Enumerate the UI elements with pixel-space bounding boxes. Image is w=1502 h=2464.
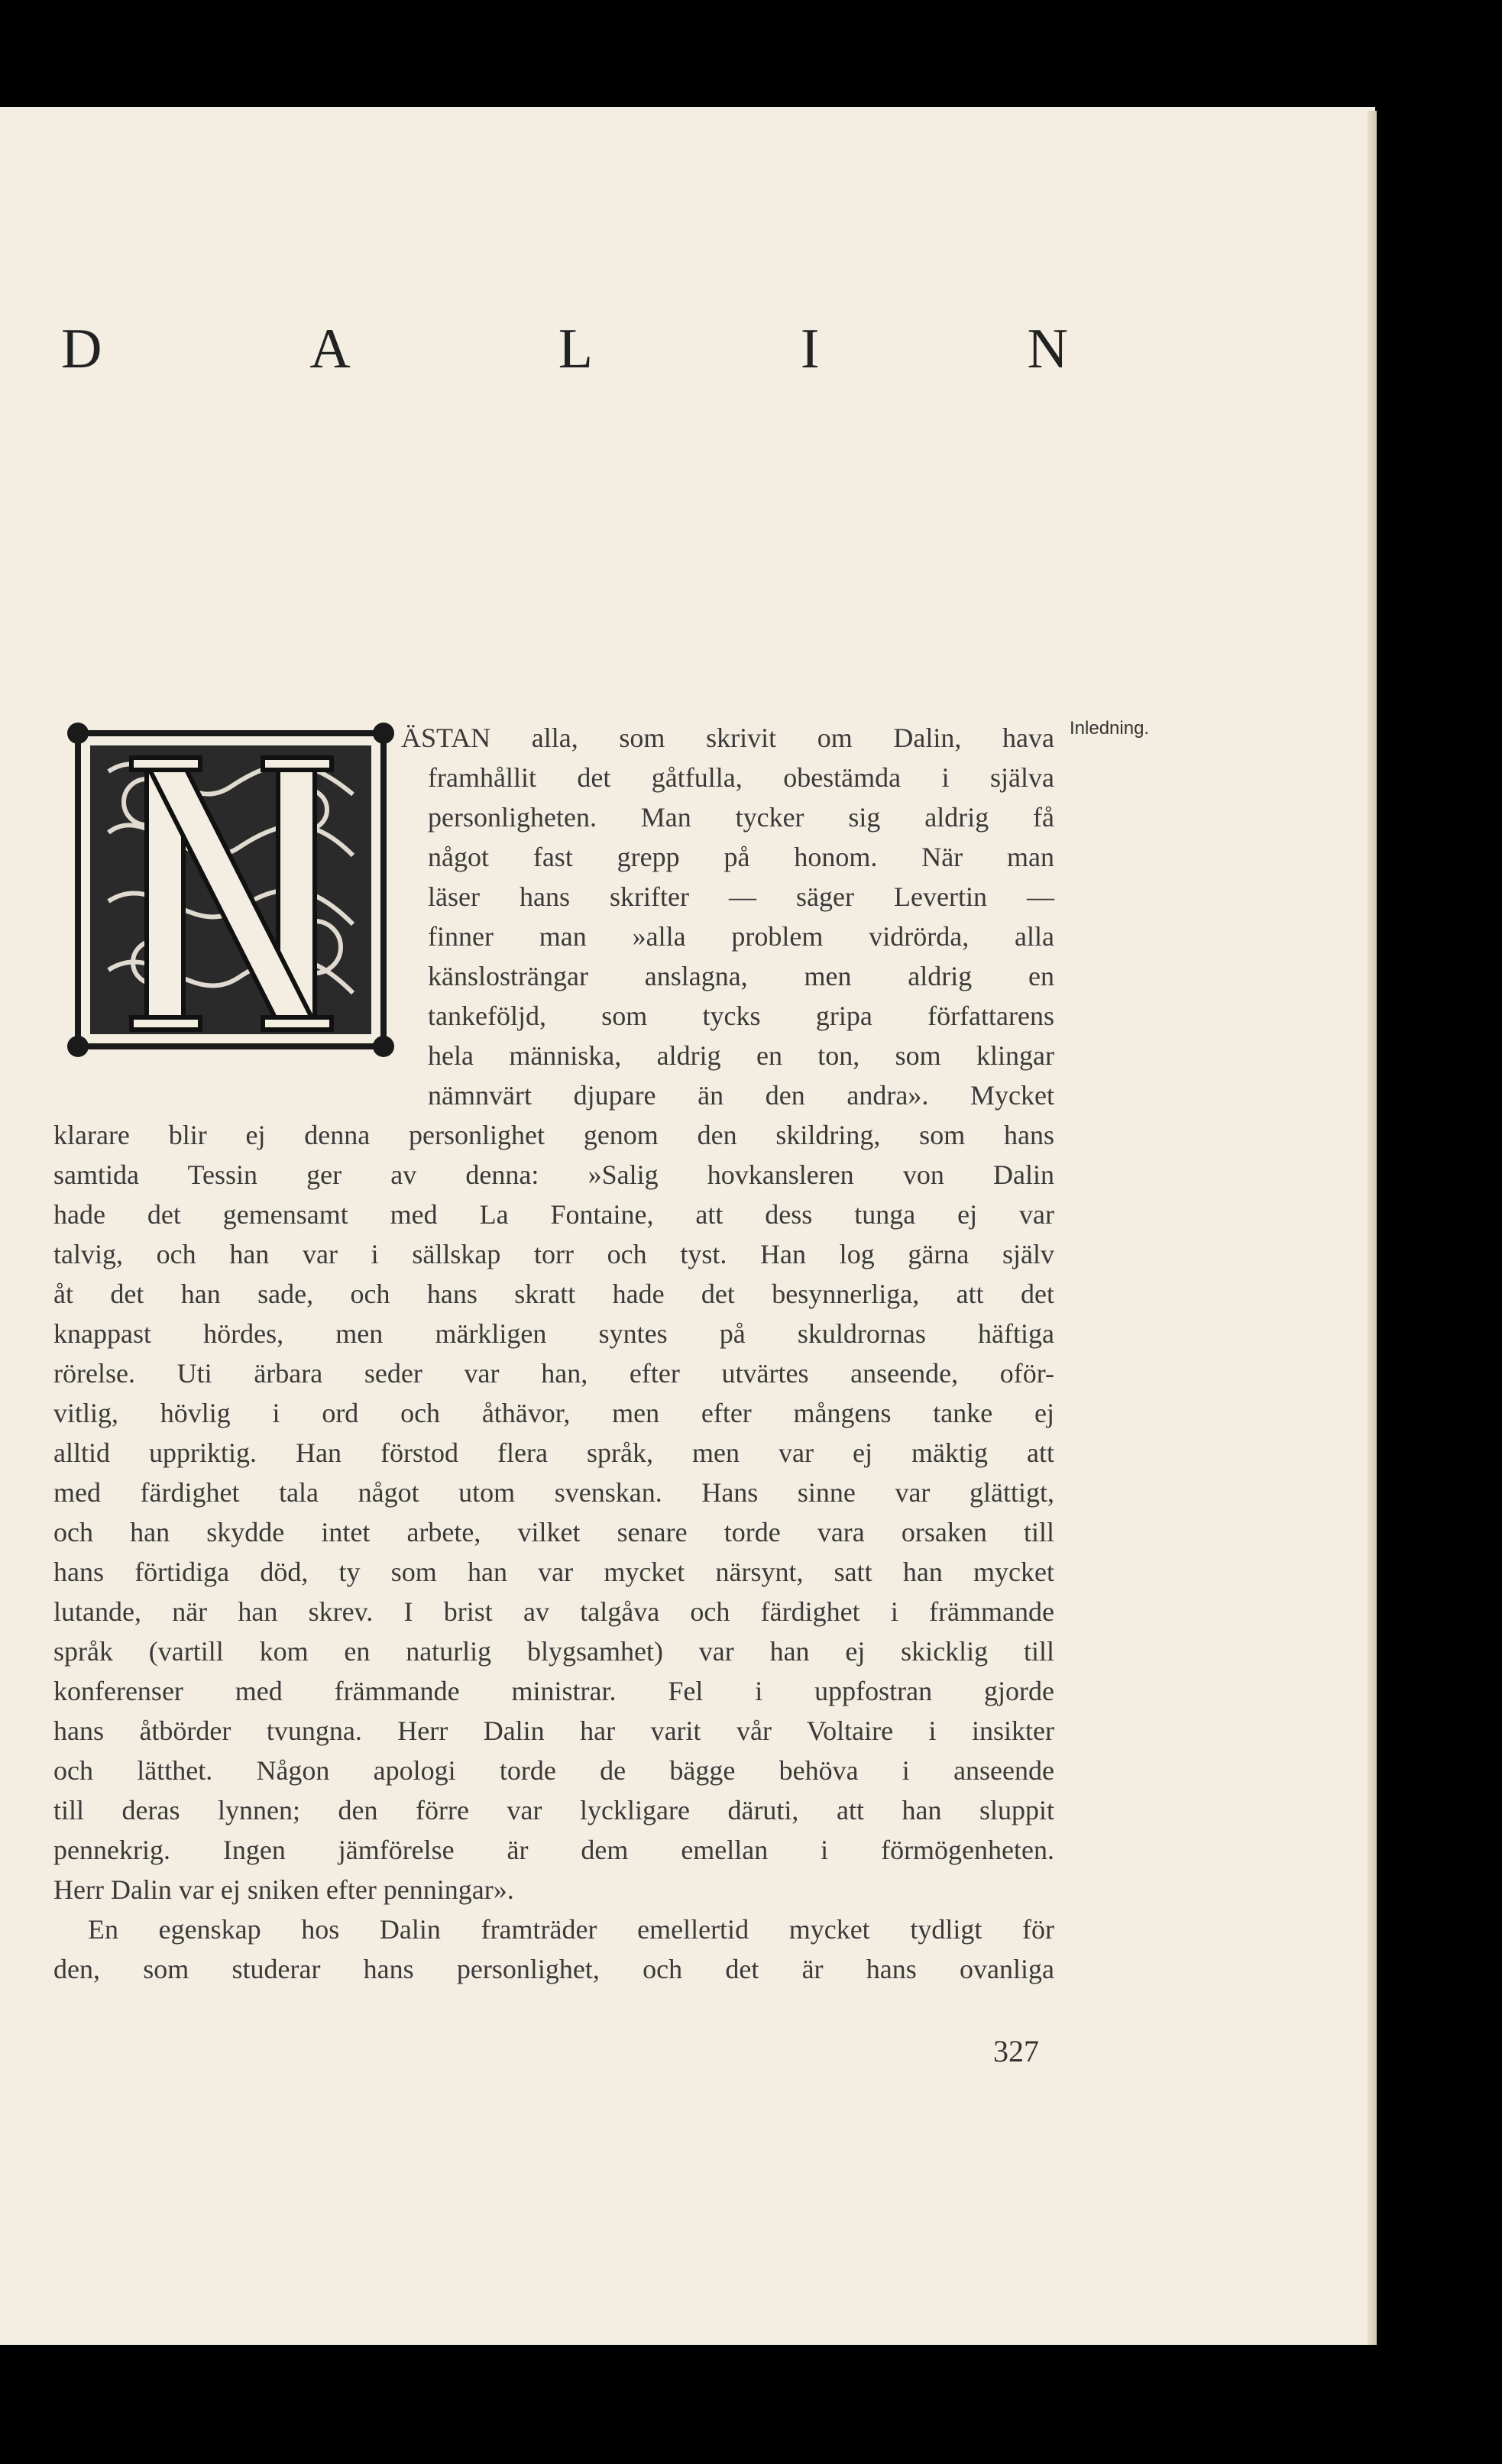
text-line: hade det gemensamt med La Fontaine, att dess tunga ej var <box>53 1199 1054 1230</box>
title-letter: I <box>800 318 821 380</box>
text-line: tankeföljd, som tycks gripa författarens <box>428 1001 1054 1031</box>
text-line: språk (vartill kom en naturlig blygsamhet) var han ej skicklig till <box>53 1636 1054 1667</box>
page-edge <box>1368 111 1377 2345</box>
chapter-title <box>61 317 1070 382</box>
text-line: pennekrig. Ingen jämförelse är dem emellan i förmögenheten. <box>53 1835 1054 1865</box>
body-text <box>53 718 1054 1989</box>
text-line: läser hans skrifter — säger Levertin — <box>428 881 1054 912</box>
text-line: konferenser med främmande ministrar. Fel i uppfostran gjorde <box>53 1676 1054 1706</box>
text-line: känslosträngar anslagna, men aldrig en <box>428 961 1054 991</box>
title-letter: N <box>1027 318 1070 380</box>
text-line: ÄSTAN alla, som skrivit om Dalin, hava <box>401 723 1054 753</box>
text-line: hela människa, aldrig en ton, som klingar <box>428 1040 1054 1071</box>
text-line: till deras lynnen; den förre var lyckligare däruti, att han sluppit <box>53 1795 1054 1825</box>
text-line: med färdighet tala något utom svenskan. Hans sinne var glättigt, <box>53 1477 1054 1508</box>
text-line: samtida Tessin ger av denna: »Salig hovkansleren von Dalin <box>53 1159 1054 1190</box>
text-line: hans förtidiga död, ty som han var mycket närsynt, satt han mycket <box>53 1557 1054 1587</box>
text-line: något fast grepp på honom. När man <box>428 842 1054 872</box>
page-number: 327 <box>993 2034 1039 2068</box>
text-line: framhållit det gåtfulla, obestämda i själva <box>428 762 1054 793</box>
text-line: rörelse. Uti ärbara seder var han, efter utvärtes anseende, oför- <box>53 1358 1054 1389</box>
margin-note: Inledning. <box>1070 718 1150 739</box>
text-line: och lätthet. Någon apologi torde de bägge behöva i anseende <box>53 1755 1054 1786</box>
text-line: lutande, när han skrev. I brist av talgåva och färdighet i främmande <box>53 1596 1054 1627</box>
text-line: talvig, och han var i sällskap torr och tyst. Han log gärna själv <box>53 1239 1054 1269</box>
title-letter: L <box>558 318 594 380</box>
text-line: åt det han sade, och hans skratt hade det besynnerliga, att det <box>53 1279 1054 1309</box>
title-letter: D <box>61 318 104 380</box>
text-line: En egenskap hos Dalin framträder emellertid mycket tydligt för <box>88 1914 1054 1945</box>
text-line: hans åtbörder tvungna. Herr Dalin har varit vår Voltaire i insikter <box>53 1715 1054 1746</box>
text-line: klarare blir ej denna personlighet genom den skildring, som hans <box>53 1120 1054 1150</box>
text-line: vitlig, hövlig i ord och åthävor, men efter mångens tanke ej <box>53 1398 1054 1428</box>
text-line: personligheten. Man tycker sig aldrig få <box>428 802 1054 833</box>
text-line: den, som studerar hans personlighet, och det är hans ovanliga <box>53 1954 1054 1984</box>
text-line: Herr Dalin var ej sniken efter penningar». <box>53 1874 514 1905</box>
text-line: knappast hördes, men märkligen syntes på skuldrornas häftiga <box>53 1318 1054 1349</box>
text-line: finner man »alla problem vidrörda, alla <box>428 921 1054 952</box>
text-line: alltid uppriktig. Han förstod flera språk, men var ej mäktig att <box>53 1437 1054 1468</box>
text-line: och han skydde intet arbete, vilket senare torde vara orsaken till <box>53 1517 1054 1547</box>
title-letter: A <box>309 318 352 380</box>
text-line: nämnvärt djupare än den andra». Mycket <box>428 1080 1054 1111</box>
